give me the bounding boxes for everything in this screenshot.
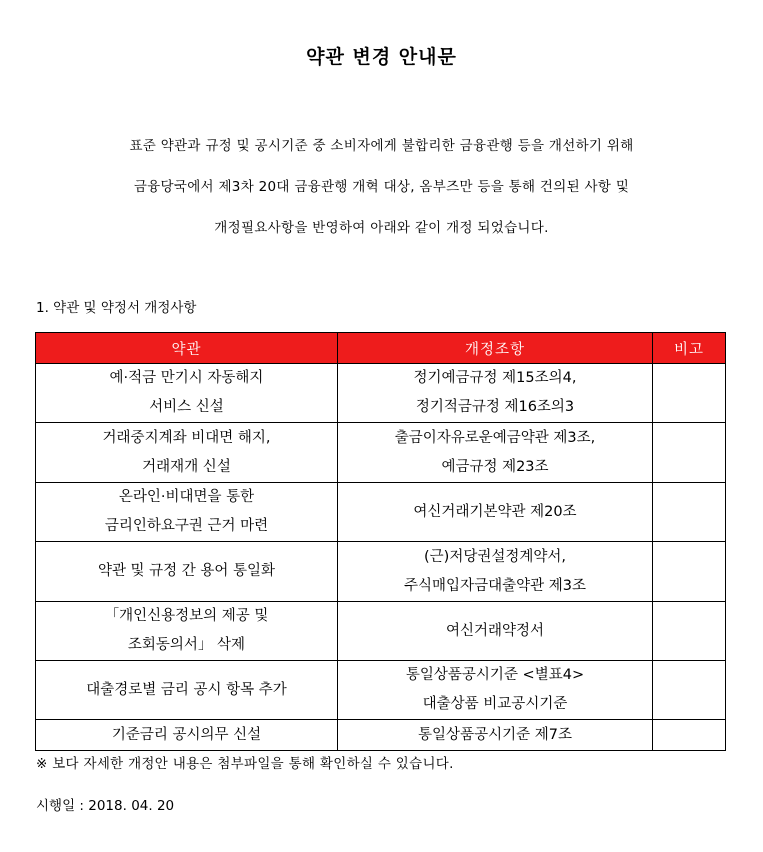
header-note: 비고 [653, 333, 726, 364]
clause-cell [338, 661, 653, 720]
term-line: 예·적금 만기시 자동해지 [109, 370, 264, 386]
clause-line: 출금이자유로운예금약관 제3조, [394, 429, 596, 446]
clause-line: 정기적금규정 제16조의3 [415, 399, 575, 415]
clause-line: 예금규정 제23조 [441, 458, 549, 475]
clause-cell [338, 364, 653, 423]
term-cell [36, 720, 338, 751]
section-heading: 1. 약관 및 약정서 개정사항 [36, 300, 197, 316]
clause-line: 통일상품공시기준 제7조 [418, 726, 572, 743]
term-cell [36, 423, 338, 483]
clause-cell [338, 423, 653, 483]
table-row [36, 661, 726, 720]
intro-line-3: 개정필요사항을 반영하여 아래와 같이 개정 되었습니다. [214, 220, 549, 236]
note-cell [653, 364, 726, 423]
term-line: 서비스 신설 [149, 399, 224, 415]
note-cell [653, 483, 726, 542]
table-row [36, 602, 726, 661]
clause-line: 대출상품 비교공시기준 [422, 696, 568, 712]
note-cell [653, 423, 726, 483]
table-row [36, 483, 726, 542]
term-line: 거래중지계좌 비대면 해지, [102, 429, 271, 446]
clause-line: 여신거래약정서 [445, 622, 545, 639]
term-cell [36, 542, 338, 602]
table-row [36, 542, 726, 602]
note-cell [653, 661, 726, 720]
table-row [36, 423, 726, 483]
clause-cell [338, 542, 653, 602]
header-term: 약관 [36, 333, 338, 364]
note-cell [653, 602, 726, 661]
term-line: 거래재개 신설 [142, 458, 231, 475]
term-cell [36, 364, 338, 423]
table-row [36, 364, 726, 423]
clause-line: 여신거래기본약관 제20조 [413, 503, 577, 520]
note-cell [653, 542, 726, 602]
intro-line-1: 표준 약관과 규정 및 공시기준 중 소비자에게 불합리한 금융관행 등을 개선하기 위해 [129, 138, 634, 154]
effective-date: 시행일 : 2018. 04. 20 [36, 798, 175, 814]
term-line: 기준금리 공시의무 신설 [111, 726, 262, 743]
term-cell [36, 602, 338, 661]
footnote: ※ 보다 자세한 개정안 내용은 첨부파일을 통해 확인하실 수 있습니다. [36, 756, 454, 772]
term-line: 대출경로별 금리 공시 항목 추가 [86, 681, 287, 698]
table-header-row [36, 333, 726, 364]
note-cell [653, 720, 726, 751]
clause-line: (근)저당권설정계약서, [424, 548, 566, 565]
term-cell [36, 483, 338, 542]
intro-line-2: 금융당국에서 제3차 20대 금융관행 개혁 대상, 옴부즈만 등을 통해 건의된 사항 및 [133, 179, 630, 195]
page-title: 약관 변경 안내문 [306, 46, 457, 68]
term-cell [36, 661, 338, 720]
clause-line: 정기예금규정 제15조의4, [413, 370, 577, 386]
term-line: 약관 및 규정 간 용어 통일화 [97, 563, 276, 579]
term-line: 조회동의서」 삭제 [127, 637, 246, 653]
clause-line: 주식매입자금대출약관 제3조 [404, 577, 586, 594]
clause-line: 통일상품공시기준 <별표4> [405, 667, 585, 683]
terms-change-table [35, 332, 726, 751]
header-clause: 개정조항 [338, 333, 653, 364]
clause-cell [338, 602, 653, 661]
table-row [36, 720, 726, 751]
term-line: 온라인·비대면을 통한 [118, 489, 255, 505]
clause-cell [338, 720, 653, 751]
term-line: 「개인신용정보의 제공 및 [104, 608, 269, 624]
clause-cell [338, 483, 653, 542]
term-line: 금리인하요구권 근거 마련 [104, 518, 269, 534]
